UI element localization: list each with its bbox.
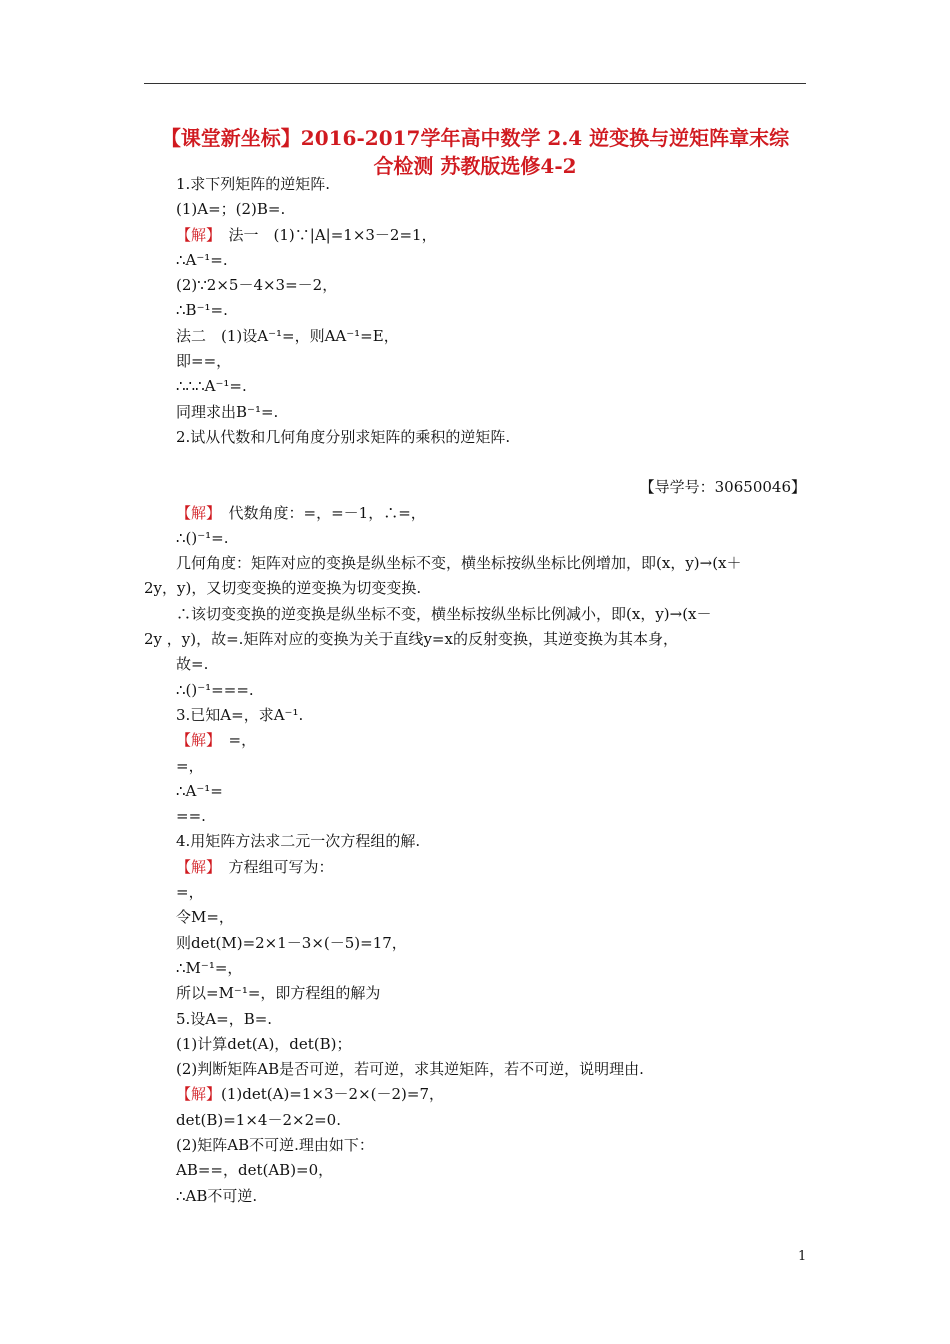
text-line	[176, 1158, 806, 1183]
header-rule	[144, 83, 806, 84]
text-line	[176, 248, 806, 273]
text-line	[176, 1057, 806, 1082]
line-text: 【导学号：30650046】	[639, 478, 806, 497]
line-text: 代数角度：=，=－1，∴=，	[213, 503, 426, 522]
line-text: 5.设A=，B=.	[176, 1009, 273, 1028]
blank-line	[176, 450, 806, 475]
line-text: 同理求出B⁻¹=.	[176, 402, 279, 421]
text-line	[176, 551, 806, 576]
line-text: ∴∴∴A⁻¹=.	[176, 377, 247, 396]
line-text: 方程组可写为：	[213, 857, 334, 876]
text-line	[176, 804, 806, 829]
line-text: ∴AB不可逆.	[176, 1186, 258, 1205]
text-line	[176, 880, 806, 905]
line-text: (2)判断矩阵AB是否可逆，若可逆，求其逆矩阵，若不可逆，说明理由.	[176, 1060, 644, 1079]
line-text: (2)矩阵AB不可逆.理由如下：	[176, 1135, 374, 1154]
text-line	[176, 400, 806, 425]
page-number: 1	[798, 1249, 807, 1264]
line-text: ∴()⁻¹===.	[176, 680, 254, 699]
text-line	[176, 1133, 806, 1158]
text-line	[176, 1007, 806, 1032]
text-line	[176, 273, 806, 298]
line-text: ∴A⁻¹=	[176, 781, 223, 800]
text-line	[176, 1184, 806, 1209]
text-line	[176, 425, 806, 450]
line-text: ∴M⁻¹=，	[176, 958, 243, 977]
line-text: det(B)=1×4－2×2=0.	[176, 1110, 341, 1129]
line-text: =，	[176, 756, 204, 775]
solution-tag: 【解】	[176, 503, 214, 522]
line-text: 4.用矩阵方法求二元一次方程组的解.	[176, 832, 421, 851]
text-line	[176, 905, 806, 930]
text-line	[176, 1082, 806, 1107]
text-line	[176, 349, 806, 374]
text-line	[176, 931, 806, 956]
text-line	[176, 678, 806, 703]
text-line	[176, 703, 806, 728]
line-text: (1)det(A)=1×3－2×(－2)=7，	[221, 1085, 445, 1104]
text-line	[176, 652, 806, 677]
line-text: 2y ，y)，故=.矩阵对应的变换为关于直线y=x的反射变换，其逆变换为其本身，	[144, 630, 678, 649]
line-text: 3.已知A=，求A⁻¹.	[176, 705, 304, 724]
text-line	[176, 526, 806, 551]
line-text: 则det(M)=2×1－3×(－5)=17，	[176, 933, 407, 952]
line-text: 2.试从代数和几何角度分别求矩阵的乘积的逆矩阵.	[176, 427, 511, 446]
text-line	[144, 627, 806, 652]
text-line	[176, 475, 806, 500]
line-text: 令M=，	[176, 908, 234, 927]
line-text: ==.	[176, 807, 206, 826]
line-text: 几何角度：矩阵对应的变换是纵坐标不变，横坐标按纵坐标比例增加，即(x，y)→(x＋	[176, 554, 742, 573]
text-line	[176, 374, 806, 399]
line-text: (2)∵2×5－4×3=－2，	[176, 276, 338, 295]
line-text: 故=.	[176, 655, 209, 674]
line-text: ∴B⁻¹=.	[176, 301, 228, 320]
text-line	[176, 197, 806, 222]
text-line	[176, 324, 806, 349]
text-line	[176, 223, 806, 248]
line-text: 法二 (1)设A⁻¹=，则AA⁻¹=E，	[176, 326, 399, 345]
text-line	[176, 728, 806, 753]
text-line	[176, 1108, 806, 1133]
text-line	[144, 576, 806, 601]
line-text: 所以=M⁻¹=，即方程组的解为	[176, 984, 381, 1003]
text-line	[176, 501, 806, 526]
text-line	[176, 602, 806, 627]
line-text: AB==，det(AB)=0，	[176, 1161, 334, 1180]
line-text: 1.求下列矩阵的逆矩阵.	[176, 175, 331, 193]
title-line-2: 合检测 苏教版选修4-2	[373, 154, 577, 178]
line-text: 2y，y)，又切变变换的逆变换为切变变换.	[144, 579, 422, 598]
solution-tag: 【解】	[176, 225, 214, 244]
text-line	[176, 754, 806, 779]
text-line	[176, 172, 806, 197]
text-line	[176, 855, 806, 880]
text-line	[176, 1032, 806, 1057]
text-line	[176, 829, 806, 854]
line-text: ∴A⁻¹=.	[176, 250, 228, 269]
line-text: 即==，	[176, 352, 232, 371]
line-text: (1)A=；(2)B=.	[176, 200, 286, 219]
title-line-1: 【课堂新坐标】2016-2017学年高中数学 2.4 逆变换与逆矩阵章末综	[160, 126, 790, 150]
text-line	[176, 298, 806, 323]
line-text: =，	[176, 883, 204, 902]
line-text: (1)计算det(A)，det(B)；	[176, 1034, 352, 1053]
document-body	[144, 172, 806, 1209]
line-text: 法一 (1)∵|A|=1×3－2=1，	[213, 225, 437, 244]
solution-tag: 【解】	[176, 857, 214, 876]
solution-tag: 【解】	[176, 1085, 222, 1104]
text-line	[176, 956, 806, 981]
line-text: =，	[213, 731, 257, 750]
text-line	[176, 779, 806, 804]
line-text: ∴()⁻¹=.	[176, 528, 229, 547]
line-text: ∴该切变变换的逆变换是纵坐标不变，横坐标按纵坐标比例减小，即(x，y)→(x－	[176, 604, 712, 623]
text-line	[176, 981, 806, 1006]
solution-tag: 【解】	[176, 731, 214, 750]
